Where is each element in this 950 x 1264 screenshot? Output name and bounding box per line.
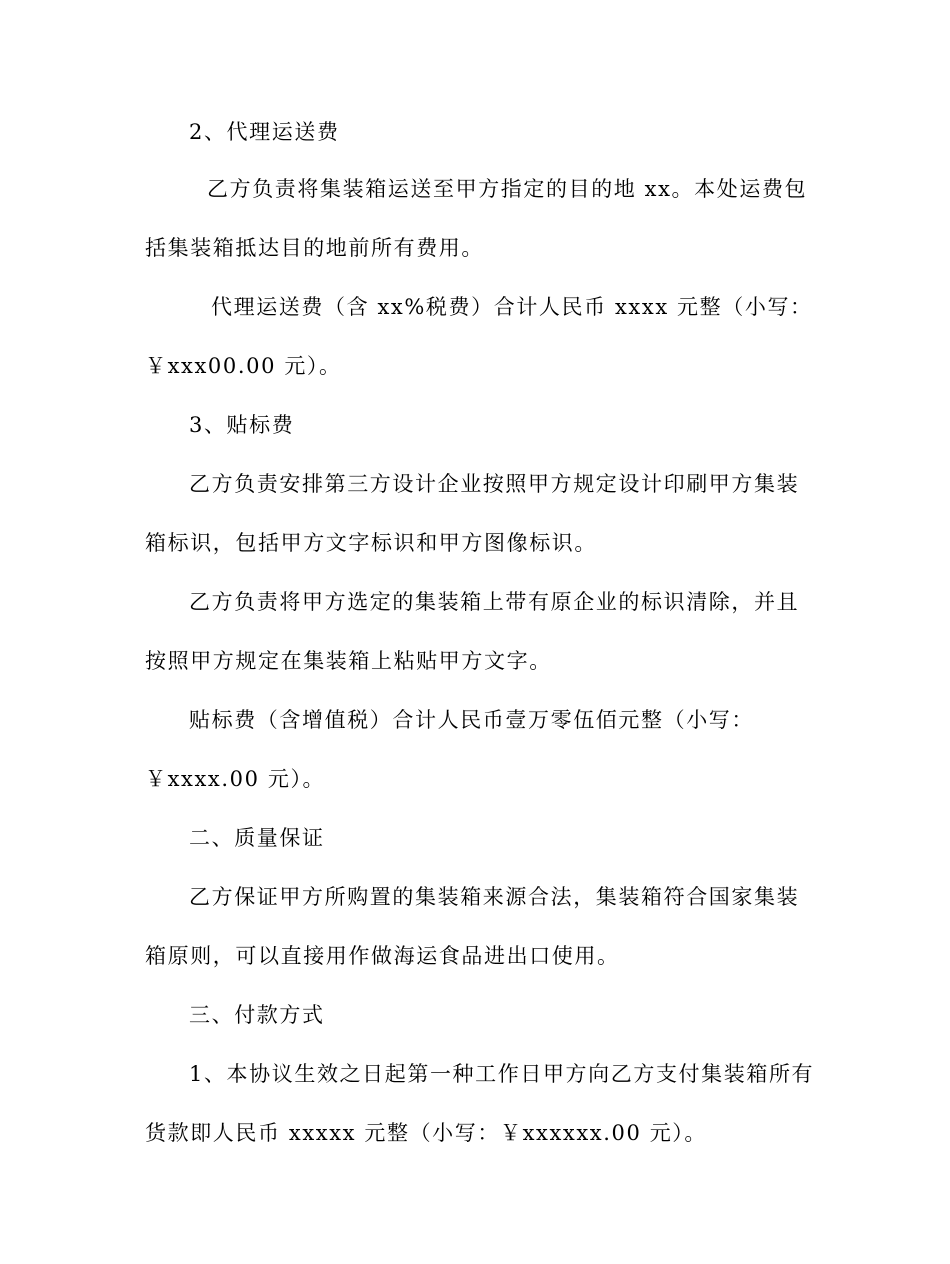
section-heading-label-fee: 3、贴标费 xyxy=(189,413,295,437)
paragraph-line: ￥xxx00.00 元）。 xyxy=(145,354,342,378)
paragraph-line: 乙方负责将甲方选定的集装箱上带有原企业的标识清除，并且 xyxy=(189,590,800,614)
paragraph-line: 代理运送费（含 xx%税费）合计人民币 xxxx 元整（小写： xyxy=(211,295,813,319)
paragraph-line: 乙方负责安排第三方设计企业按照甲方规定设计印刷甲方集装 xyxy=(189,472,800,496)
paragraph-line: 括集装箱抵达目的地前所有费用。 xyxy=(145,236,484,260)
paragraph-line: 箱原则，可以直接用作做海运食品进出口使用。 xyxy=(145,944,620,968)
paragraph-line: 乙方保证甲方所购置的集装箱来源合法，集装箱符合国家集装 xyxy=(189,885,800,909)
paragraph-line: 货款即人民币 xxxxx 元整（小写：￥xxxxxx.00 元）。 xyxy=(145,1121,707,1145)
paragraph-line: 箱标识，包括甲方文字标识和甲方图像标识。 xyxy=(145,531,597,555)
paragraph-line: 贴标费（含增值税）合计人民币壹万零伍佰元整（小写： xyxy=(189,708,754,732)
paragraph-line: ￥xxxx.00 元）。 xyxy=(145,767,326,791)
paragraph-line: 按照甲方规定在集装箱上粘贴甲方文字。 xyxy=(145,649,552,673)
section-heading-payment: 三、付款方式 xyxy=(189,1003,325,1027)
section-heading-quality: 二、质量保证 xyxy=(189,826,325,850)
section-heading-delivery-fee: 2、代理运送费 xyxy=(189,120,340,144)
paragraph-line: 1、本协议生效之日起第一种工作日甲方向乙方支付集装箱所有 xyxy=(189,1062,815,1086)
paragraph-line: 乙方负责将集装箱运送至甲方指定的目的地 xx。本处运费包 xyxy=(207,177,808,201)
